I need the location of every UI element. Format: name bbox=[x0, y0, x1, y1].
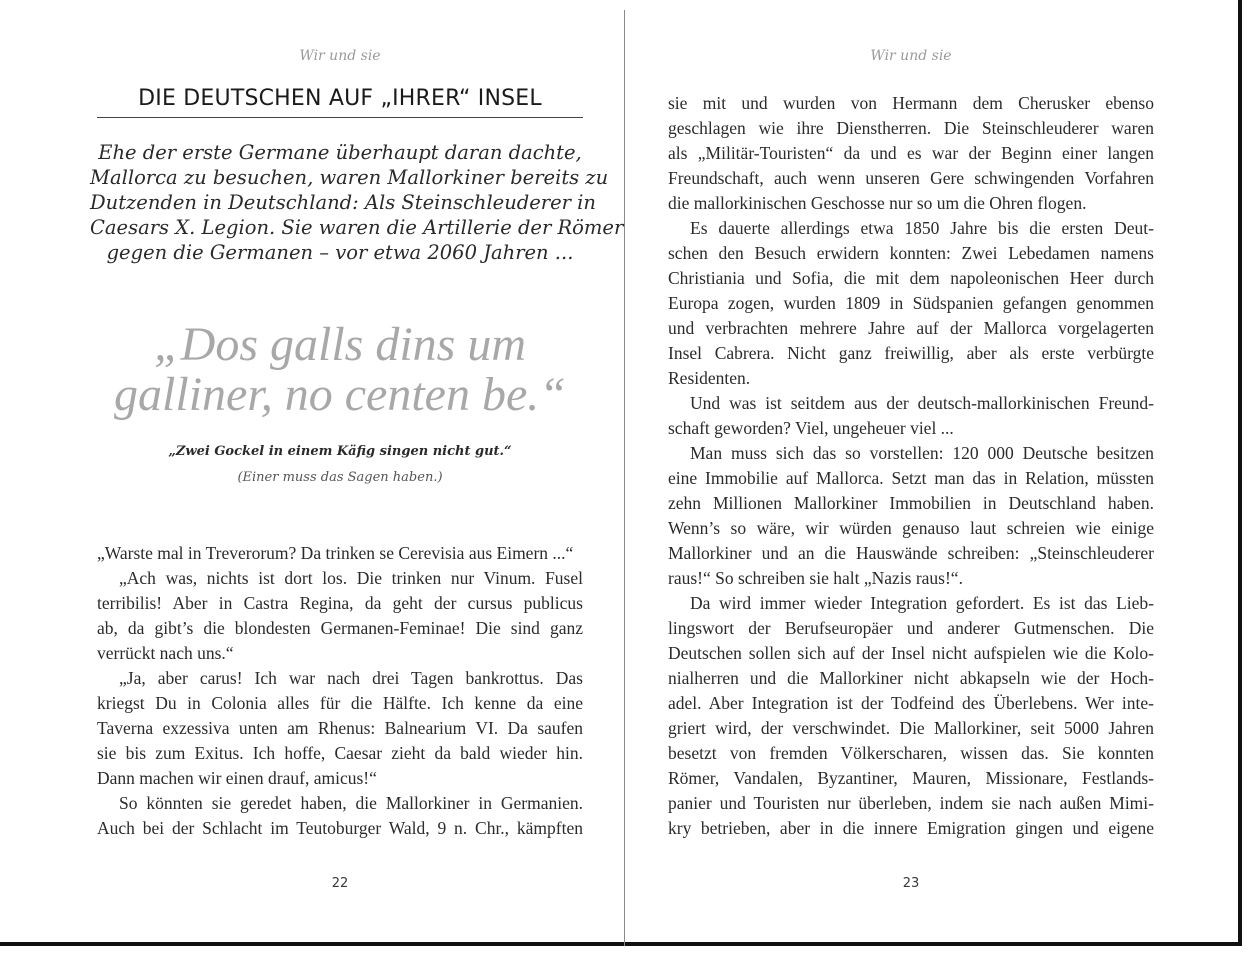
body-line: kriegst Du in Colonia alles für die Hälfte. Ich kenne da eine bbox=[97, 693, 583, 713]
chapter-title: DIE DEUTSCHEN AUF „IHRER“ INSEL bbox=[97, 86, 583, 118]
body-line: eine Immobilie auf Mallorca. Setzt man das in Relation, müssten bbox=[668, 468, 1154, 488]
body-line: Man muss sich das so vorstellen: 120 000 Deutsche besitzen bbox=[690, 443, 1154, 463]
body-line: Wenn’s so wäre, wir würden genauso laut schreien wie einige bbox=[668, 518, 1154, 538]
body-line: Residenten. bbox=[668, 368, 751, 388]
lead-line: Mallorca zu besuchen, waren Mallorkiner bereits zu bbox=[90, 166, 609, 189]
body-line: als „Militär-Touristen“ da und es war der Beginn einer langen bbox=[668, 143, 1154, 163]
running-head-right: Wir und sie bbox=[870, 48, 952, 64]
body-line: zehn Millionen Mallorkiner Immobilien in Deutschland haben. bbox=[668, 493, 1154, 513]
lead-line: Caesars X. Legion. Sie waren die Artillerie der Römer bbox=[90, 216, 624, 239]
body-line: nialherren und die Mallorkiner nicht abkapseln wie der Hoch- bbox=[668, 668, 1154, 688]
body-line: ab, da gibt’s die blondesten Germanen-Feminae! Die sind ganz bbox=[97, 618, 583, 638]
body-line: Deutschen sollen sich auf der Insel nicht aufspielen wie die Kolo- bbox=[668, 643, 1154, 663]
body-line: Auch bei der Schlacht im Teutoburger Wald, 9 n. Chr., kämpften bbox=[97, 818, 583, 838]
body-line: die mallorkinischen Geschosse nur so um die Ohren flogen. bbox=[668, 193, 1087, 213]
body-line: geschlagen wie ihre Dienstherren. Die Steinschleuderer waren bbox=[668, 118, 1154, 138]
body-line: panier und Touristen nur überleben, indem sie nach außen Mimi- bbox=[668, 793, 1154, 813]
lead-line: gegen die Germanen – vor etwa 2060 Jahren ... bbox=[106, 241, 574, 264]
body-line: griert wird, der verschwindet. Die Mallorkiner, seit 5000 Jahren bbox=[668, 718, 1154, 738]
body-line: schaft geworden? Viel, ungeheuer viel ... bbox=[668, 418, 954, 438]
body-line: adel. Aber Integration ist der Todfeind des Überlebens. Wer inte- bbox=[668, 693, 1154, 713]
body-line: schen den Besuch erwidern konnten: Zwei Lebedamen namens bbox=[668, 243, 1154, 263]
body-line: besetzt von fremden Völkerscharen, wissen das. Sie konnten bbox=[668, 743, 1154, 763]
body-line: Insel Cabrera. Nicht ganz freiwillig, aber als erste verbürgte bbox=[668, 343, 1154, 363]
body-line: So könnten sie geredet haben, die Mallorkiner in Germanien. bbox=[119, 793, 583, 813]
body-line: „Warste mal in Treverorum? Da trinken se Cerevisia aus Eimern ...“ bbox=[97, 543, 574, 563]
body-line: Da wird immer wieder Integration gefordert. Es ist das Lieb- bbox=[690, 593, 1154, 613]
body-line: raus!“ So schreiben sie halt „Nazis raus!“. bbox=[668, 568, 963, 588]
quote-translation: „Zwei Gockel in einem Käfig singen nicht gut.“ bbox=[168, 444, 512, 459]
translation-note: (Einer muss das Sagen haben.) bbox=[237, 470, 443, 485]
body-line: sie bis zum Exitus. Ich hoffe, Caesar zieht da bald wieder hin. bbox=[97, 743, 583, 763]
body-line: sie mit und wurden von Hermann dem Cherusker ebenso bbox=[668, 93, 1154, 113]
body-line: Freundschaft, auch wenn unseren Gere schwingenden Vorfahren bbox=[668, 168, 1154, 188]
catalan-quote-line: galliner, no centen be.“ bbox=[114, 368, 566, 421]
catalan-quote-line: „Dos galls dins um bbox=[153, 318, 527, 371]
page-gutter bbox=[624, 10, 625, 946]
body-line: verrückt nach uns.“ bbox=[97, 643, 234, 663]
body-line: Taverna exzessiva unten am Rhenus: Balnearium VI. Da saufen bbox=[97, 718, 583, 738]
body-line: Dann machen wir einen drauf, amicus!“ bbox=[97, 768, 377, 788]
body-line: Mallorkiner und an die Hauswände schreiben: „Steinschleuderer bbox=[668, 543, 1154, 563]
body-line: Und was ist seitdem aus der deutsch-mallorkinischen Freund- bbox=[690, 393, 1154, 413]
body-line: und verbrachten mehrere Jahre auf der Mallorca vorgelagerten bbox=[668, 318, 1154, 338]
lead-line: Dutzenden in Deutschland: Als Steinschleuderer in bbox=[90, 191, 596, 214]
running-head-left: Wir und sie bbox=[299, 48, 381, 64]
body-line: Europa zogen, wurden 1809 in Südspanien gefangen genommen bbox=[668, 293, 1154, 313]
body-line: terribilis! Aber in Castra Regina, da geht der cursus publicus bbox=[97, 593, 583, 613]
body-line: „Ja, aber carus! Ich war nach drei Tagen bankrottus. Das bbox=[119, 668, 583, 688]
body-line: kry betrieben, aber in die innere Emigration gingen und eigene bbox=[668, 818, 1154, 838]
body-line: Römer, Vandalen, Byzantiner, Mauren, Missionare, Festlands- bbox=[668, 768, 1154, 788]
page-number-left: 22 bbox=[331, 876, 349, 891]
body-line: Es dauerte allerdings etwa 1850 Jahre bis die ersten Deut- bbox=[690, 218, 1154, 238]
body-line: Christiania und Sofia, die mit dem napoleonischen Heer durch bbox=[668, 268, 1154, 288]
body-line: „Ach was, nichts ist dort los. Die trinken nur Vinum. Fusel bbox=[119, 568, 583, 588]
body-line: lingswort der Berufseuropäer und anderer Gutmenschen. Die bbox=[668, 618, 1154, 638]
lead-line: Ehe der erste Germane überhaupt daran dachte, bbox=[98, 141, 582, 164]
page-number-right: 23 bbox=[902, 876, 920, 891]
